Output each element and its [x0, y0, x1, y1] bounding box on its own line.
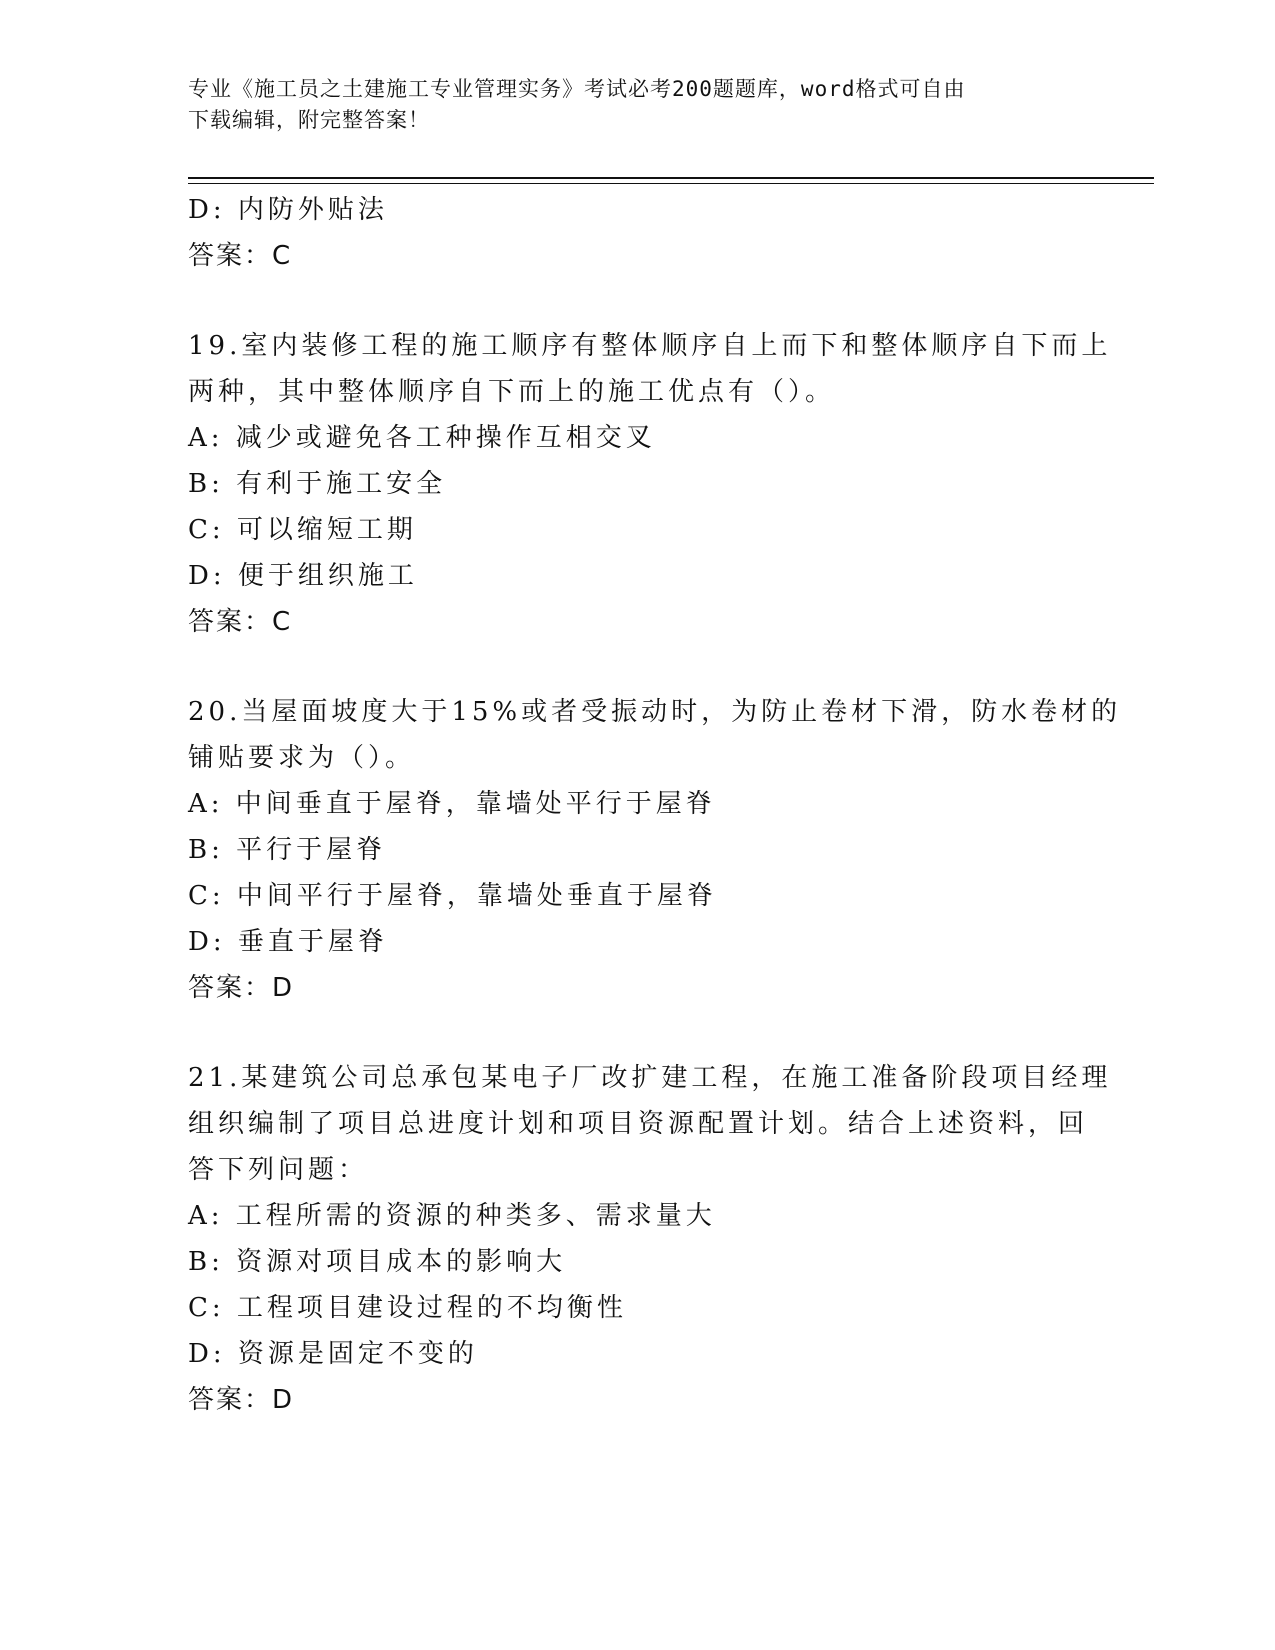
question-list — [188, 187, 1122, 1423]
question-block-19 — [188, 323, 1112, 645]
option-c: C: 工程项目建设过程的不均衡性 — [188, 1293, 627, 1323]
answer: 答案：C — [188, 607, 293, 637]
option-d: D: 垂直于屋脊 — [188, 927, 388, 957]
question-text-line: 答下列问题： — [188, 1155, 369, 1185]
spacer — [188, 1011, 1088, 1055]
option-c: C: 中间平行于屋脊，靠墙处垂直于屋脊 — [188, 881, 717, 911]
spacer — [188, 645, 1088, 689]
option-c: C: 可以缩短工期 — [188, 515, 417, 545]
option-b: B: 有利于施工安全 — [188, 469, 447, 499]
question-text-line: 铺贴要求为（）。 — [188, 743, 416, 773]
option-a: A: 工程所需的资源的种类多、需求量大 — [188, 1201, 716, 1231]
header-line-1: 专业《施工员之土建施工专业管理实务》考试必考200题题库，word格式可自由 — [188, 77, 966, 101]
option-a: A: 中间垂直于屋脊，靠墙处平行于屋脊 — [188, 789, 716, 819]
header-line-2: 下载编辑，附完整答案！ — [188, 108, 430, 132]
prev-option-d: D: 内防外贴法 — [188, 195, 388, 225]
answer: 答案：D — [188, 973, 295, 1003]
question-text-line: 20.当屋面坡度大于15%或者受振动时，为防止卷材下滑，防水卷材的 — [188, 697, 1122, 727]
question-text-line: 19.室内装修工程的施工顺序有整体顺序自上而下和整体顺序自下而上 — [188, 331, 1112, 361]
header-divider-thick — [188, 177, 1154, 179]
answer: 答案：D — [188, 1385, 295, 1415]
prev-answer: 答案：C — [188, 241, 293, 271]
question-block-20 — [188, 689, 1122, 1011]
question-text-line: 组织编制了项目总进度计划和项目资源配置计划。结合上述资料，回 — [188, 1109, 1089, 1139]
question-text-line: 21.某建筑公司总承包某电子厂改扩建工程，在施工准备阶段项目经理 — [188, 1063, 1112, 1093]
document-header — [188, 74, 1078, 136]
header-divider-thin — [188, 183, 1154, 184]
option-b: B: 资源对项目成本的影响大 — [188, 1247, 567, 1277]
spacer — [188, 279, 1088, 323]
option-d: D: 便于组织施工 — [188, 561, 418, 591]
option-a: A: 减少或避免各工种操作互相交叉 — [188, 423, 656, 453]
question-block-21 — [188, 1055, 1112, 1423]
option-b: B: 平行于屋脊 — [188, 835, 387, 865]
question-text-line: 两种，其中整体顺序自下而上的施工优点有（）。 — [188, 377, 836, 407]
option-d: D: 资源是固定不变的 — [188, 1339, 478, 1369]
